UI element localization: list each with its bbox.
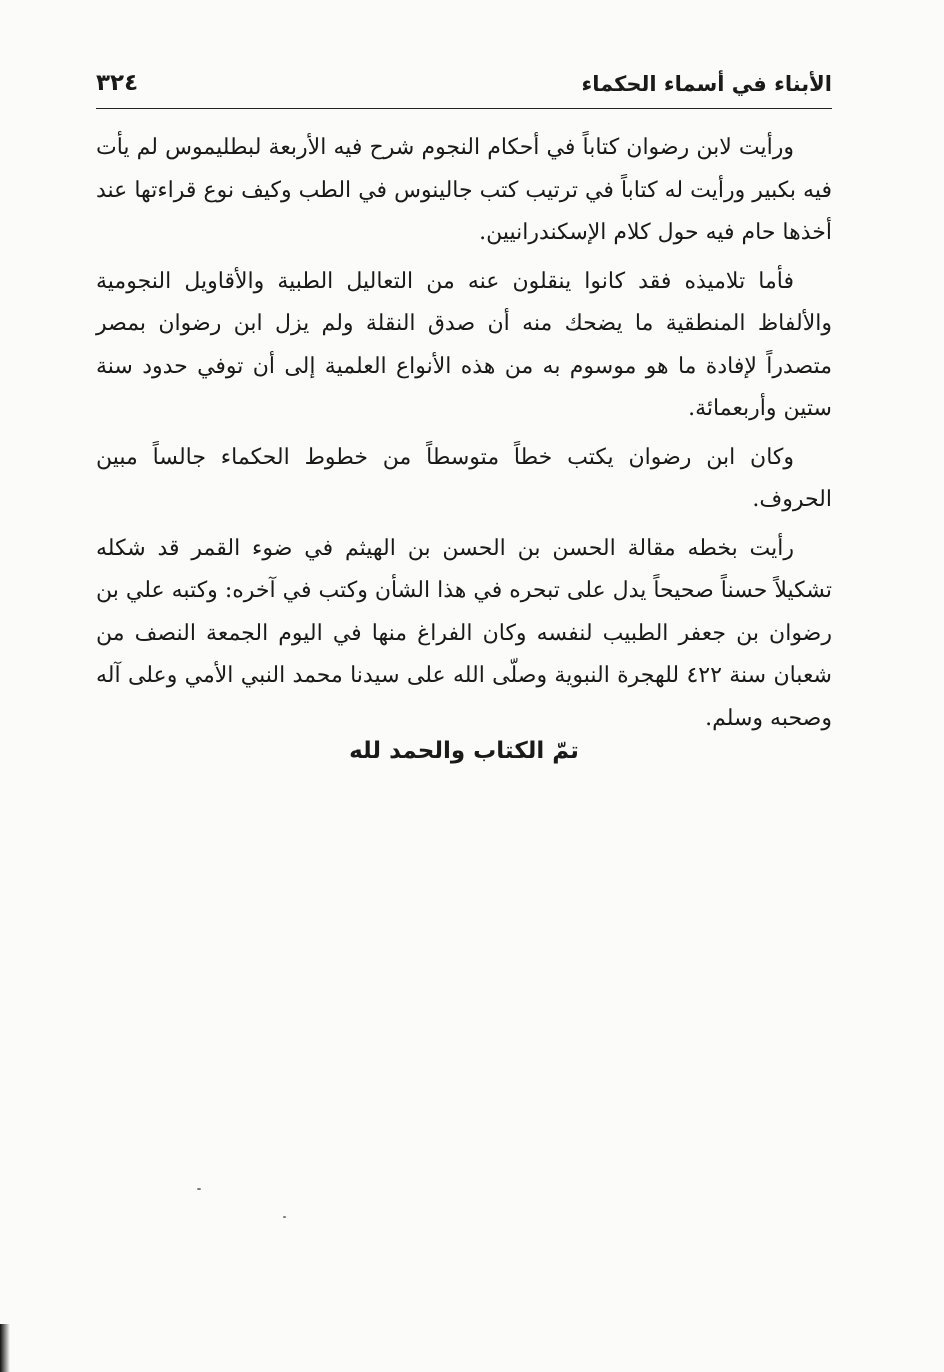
body-text xyxy=(96,127,832,746)
paragraph-students: فأما تلاميذه فقد كانوا ينقلون عنه من التعاليل الطبية والأقاويل النجومية والألفاظ المنطقية ما يضحك منه أن صدق النقلة ولم يزل ابن رضوان بمصر متصدراً لإفادة ما هو موسوم به من هذه الأنواع العلمية إلى أن توفي حدود سنة ستين وأربعمائة. xyxy=(96,268,832,421)
scan-edge-shadow xyxy=(0,1324,10,1372)
running-title: الأبناء في أسماء الحكماء xyxy=(581,72,832,96)
running-header xyxy=(96,66,832,106)
scan-speck xyxy=(283,1216,286,1218)
paragraph-ibn-ridwan-books: ورأيت لابن رضوان كتاباً في أحكام النجوم شرح فيه الأربعة لبطليموس لم يأت فيه بكبير ورأيت له كتاباً في ترتيب كتب جالينوس في الطب وكيف نوع قراءتها عند أخذها حام فيه حول كلام الإسكندرانيين. xyxy=(96,135,832,245)
header-rule xyxy=(96,108,832,109)
scan-speck xyxy=(197,1188,201,1190)
page-number: ٣٢٤ xyxy=(96,70,139,96)
colophon: تمّ الكتاب والحمد لله xyxy=(349,738,579,764)
paragraph-handwriting: وكان ابن رضوان يكتب خطاً متوسطاً من خطوط الحكماء جالساً مبين الحروف. xyxy=(96,444,832,512)
paragraph-manuscript: رأيت بخطه مقالة الحسن بن الحسن بن الهيثم في ضوء القمر قد شكله تشكيلاً حسناً صحيحاً يدل على تبحره في هذا الشأن وكتب في آخره: وكتبه علي بن رضوان بن جعفر الطبيب لنفسه وكان الفراغ منها في اليوم الجمعة النصف من شعبان سنة ٤٢٢ للهجرة النبوية وصلّى الله على سيدنا محمد النبي الأمي وعلى آله وصحبه وسلم. xyxy=(96,535,832,731)
